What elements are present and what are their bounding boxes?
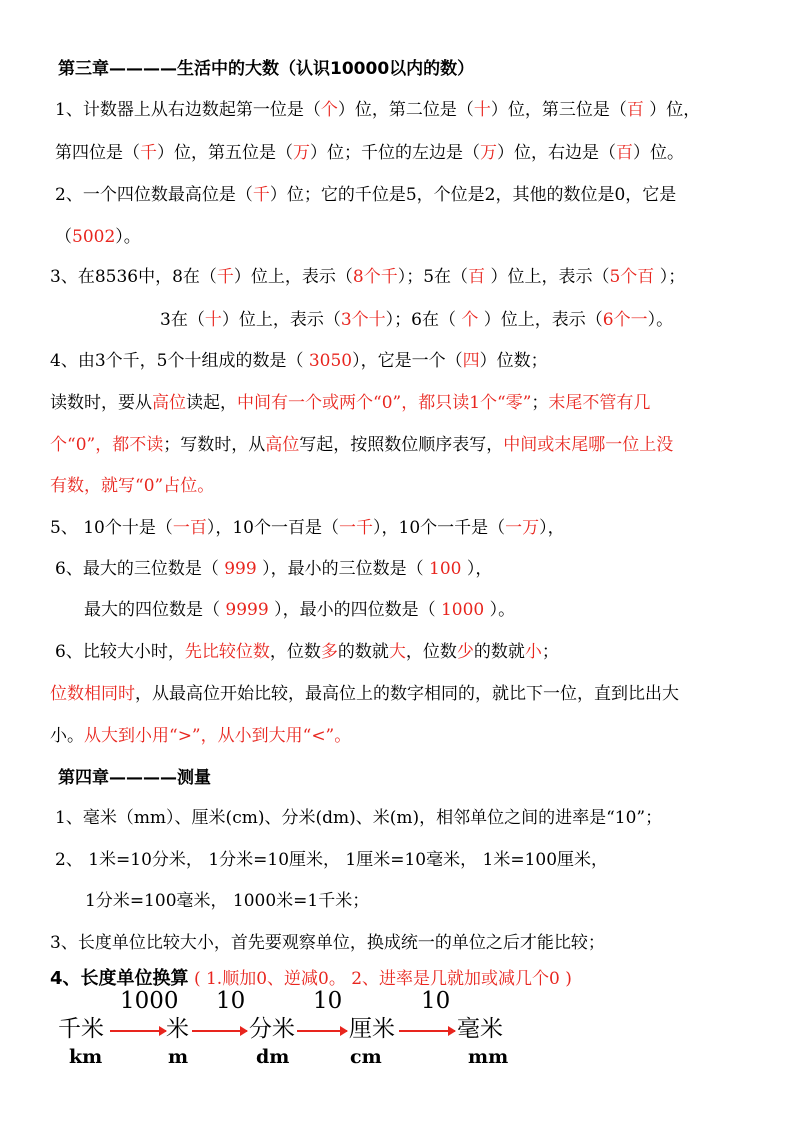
q1-line1: 1、计数器上从右边数起第一位是（个）位，第二位是（十）位，第三位是（百 ）位， [55,100,701,120]
q7-line1: 6、比较大小时，先比较位数，位数多的数就大，位数少的数就小； [55,642,559,662]
q3-line2: 3在（十）位上，表示（3个十）；6在（ 个 ）位上，表示（6个一）。 [160,310,674,330]
symbol-cm: cm [350,1046,382,1068]
q2-line1: 2、一个四位数最高位是（千）位；它的千位是5，个位是2，其他的数位是0，它是 [55,185,677,205]
arrow-cm-mm [399,1030,455,1032]
unit-m: 米 [166,1016,189,1042]
symbol-dm: dm [256,1046,290,1068]
q7-line3: 小。从大到小用“>”，从小到大用“<”。 [50,726,352,746]
q6-line1: 6、最大的三位数是（ 999 ），最小的三位数是（ 100 ）， [55,559,493,579]
rate-m-dm: 10 [216,988,246,1014]
q4-line2: 读数时，要从高位读起，中间有一个或两个“0”，都只读1个“零”；末尾不管有几 [50,393,651,413]
q2-line2: （5002）。 [55,227,141,247]
q4-line1: 4、由3个千，5个十组成的数是（ 3050），它是一个（四）位数； [50,351,548,371]
symbol-km: km [69,1046,103,1068]
ch4-q3: 3、长度单位比较大小，首先要观察单位，换成统一的单位之后才能比较； [50,933,605,953]
ch4-q1: 1、毫米（mm）、厘米(cm)、分米(dm)、米(m)，相邻单位之间的进率是“10”； [55,808,663,828]
q5-line: 5、 10个十是（一百），10个一百是（一千），10个一千是（一万）， [50,518,565,538]
q4-line4: 有数，就写“0”占位。 [50,476,215,496]
q6-line2: 最大的四位数是（ 9999 ），最小的四位数是（ 1000 ）。 [84,600,516,620]
unit-dm: 分米 [249,1016,295,1042]
q1-line2: 第四位是（千）位，第五位是（万）位；千位的左边是（万）位，右边是（百）位。 [55,143,684,163]
rate-km-m: 1000 [120,988,179,1014]
symbol-m: m [168,1046,189,1068]
unit-mm: 毫米 [457,1016,503,1042]
chapter3-title: 第三章————生活中的大数（认识10000以内的数） [58,59,475,79]
arrow-m-dm [192,1030,247,1032]
rate-cm-mm: 10 [421,988,451,1014]
rate-dm-cm: 10 [313,988,343,1014]
ch4-q2-line1: 2、 1米=10分米， 1分米=10厘米， 1厘米=10毫米， 1米=100厘米， [55,850,609,870]
symbol-mm: mm [468,1046,509,1068]
arrow-km-m [110,1030,166,1032]
ch4-q4-line: 4、长度单位换算 ( 1.顺加0、逆减0。 2、进率是几就加或减几个0 ) [50,968,572,989]
arrow-dm-cm [297,1030,347,1032]
unit-cm: 厘米 [349,1016,395,1042]
unit-km: 千米 [58,1016,104,1042]
chapter4-title: 第四章————测量 [58,768,211,788]
q3-line1: 3、在8536中，8在（千）位上，表示（8个千）；5在（百 ）位上，表示（5个百 ）； [50,267,686,287]
ch4-q2-line2: 1分米=100毫米， 1000米=1千米； [85,891,370,911]
q4-line3: 个“0”，都不读；写数时，从高位写起，按照数位顺序表写，中间或末尾哪一位上没 [50,435,674,455]
q7-line2: 位数相同时，从最高位开始比较，最高位上的数字相同的，就比下一位，直到比出大 [50,684,679,704]
